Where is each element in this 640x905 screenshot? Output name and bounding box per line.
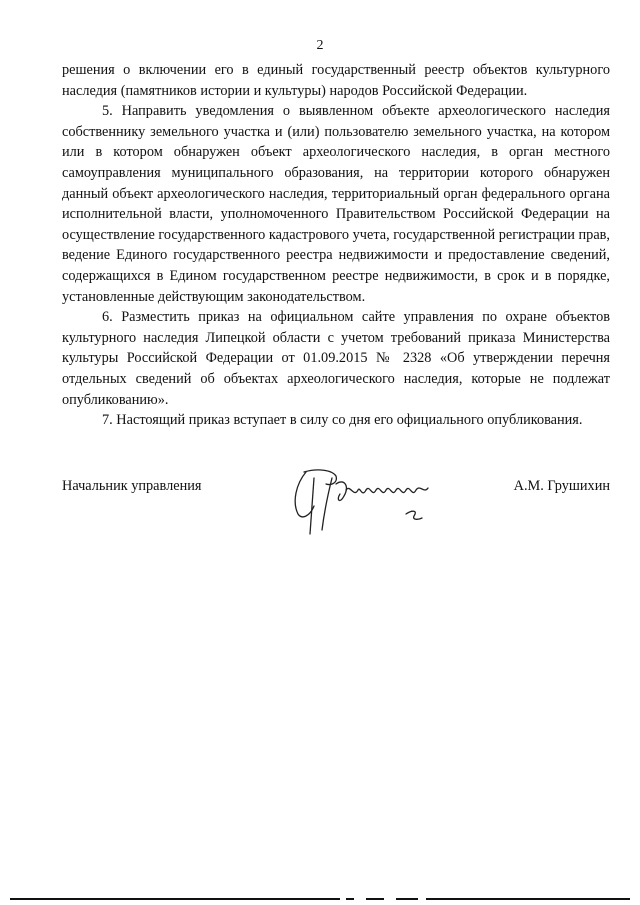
page-number: 2	[316, 38, 324, 53]
handwritten-signature	[288, 464, 458, 538]
bottom-border-line	[0, 896, 640, 902]
signature-block	[62, 478, 610, 548]
paragraph-item-7: 7. Настоящий приказ вступает в силу со дня его официального опубликования.	[102, 412, 583, 429]
paragraph-item-5: 5. Направить уведомления о выявленном объекте археологического наследия собственнику земельного участка и (или) пользователю земельного участка, на котором или в котором обнаружен объект археологического наследия, в орган местного самоуправления муниципального образования, на территории которого обнаружен данный объект археологического наследия, территориальный орган федерального органа исполнительной власти, уполномоченного Правительством Российской Федерации на осуществление государственного кадастрового учета, государственной регистрации прав, ведение Единого государственного реестра недвижимости и предоставление сведений, содержащихся в Едином государственном реестре недвижимости, в срок и в порядке, установленные действующим законодательством.	[62, 103, 610, 305]
signatory-name: А.М. Грушихин	[513, 478, 610, 494]
paragraph-continuation: решения о включении его в единый государственный реестр объектов культурного наследия (памятников истории и культуры) народов Российской Федерации.	[62, 62, 610, 99]
paragraph-item-6: 6. Разместить приказ на официальном сайте управления по охране объектов культурного наследия Липецкой области с учетом требований приказа Министерства культуры Российской Федерации от 01.09.2015 № 2328 «Об утверждении перечня отдельных сведений об объектах археологического наследия, которые не подлежат опубликованию».	[62, 309, 610, 408]
signatory-title: Начальник управления	[62, 478, 202, 494]
document-body	[62, 60, 610, 431]
